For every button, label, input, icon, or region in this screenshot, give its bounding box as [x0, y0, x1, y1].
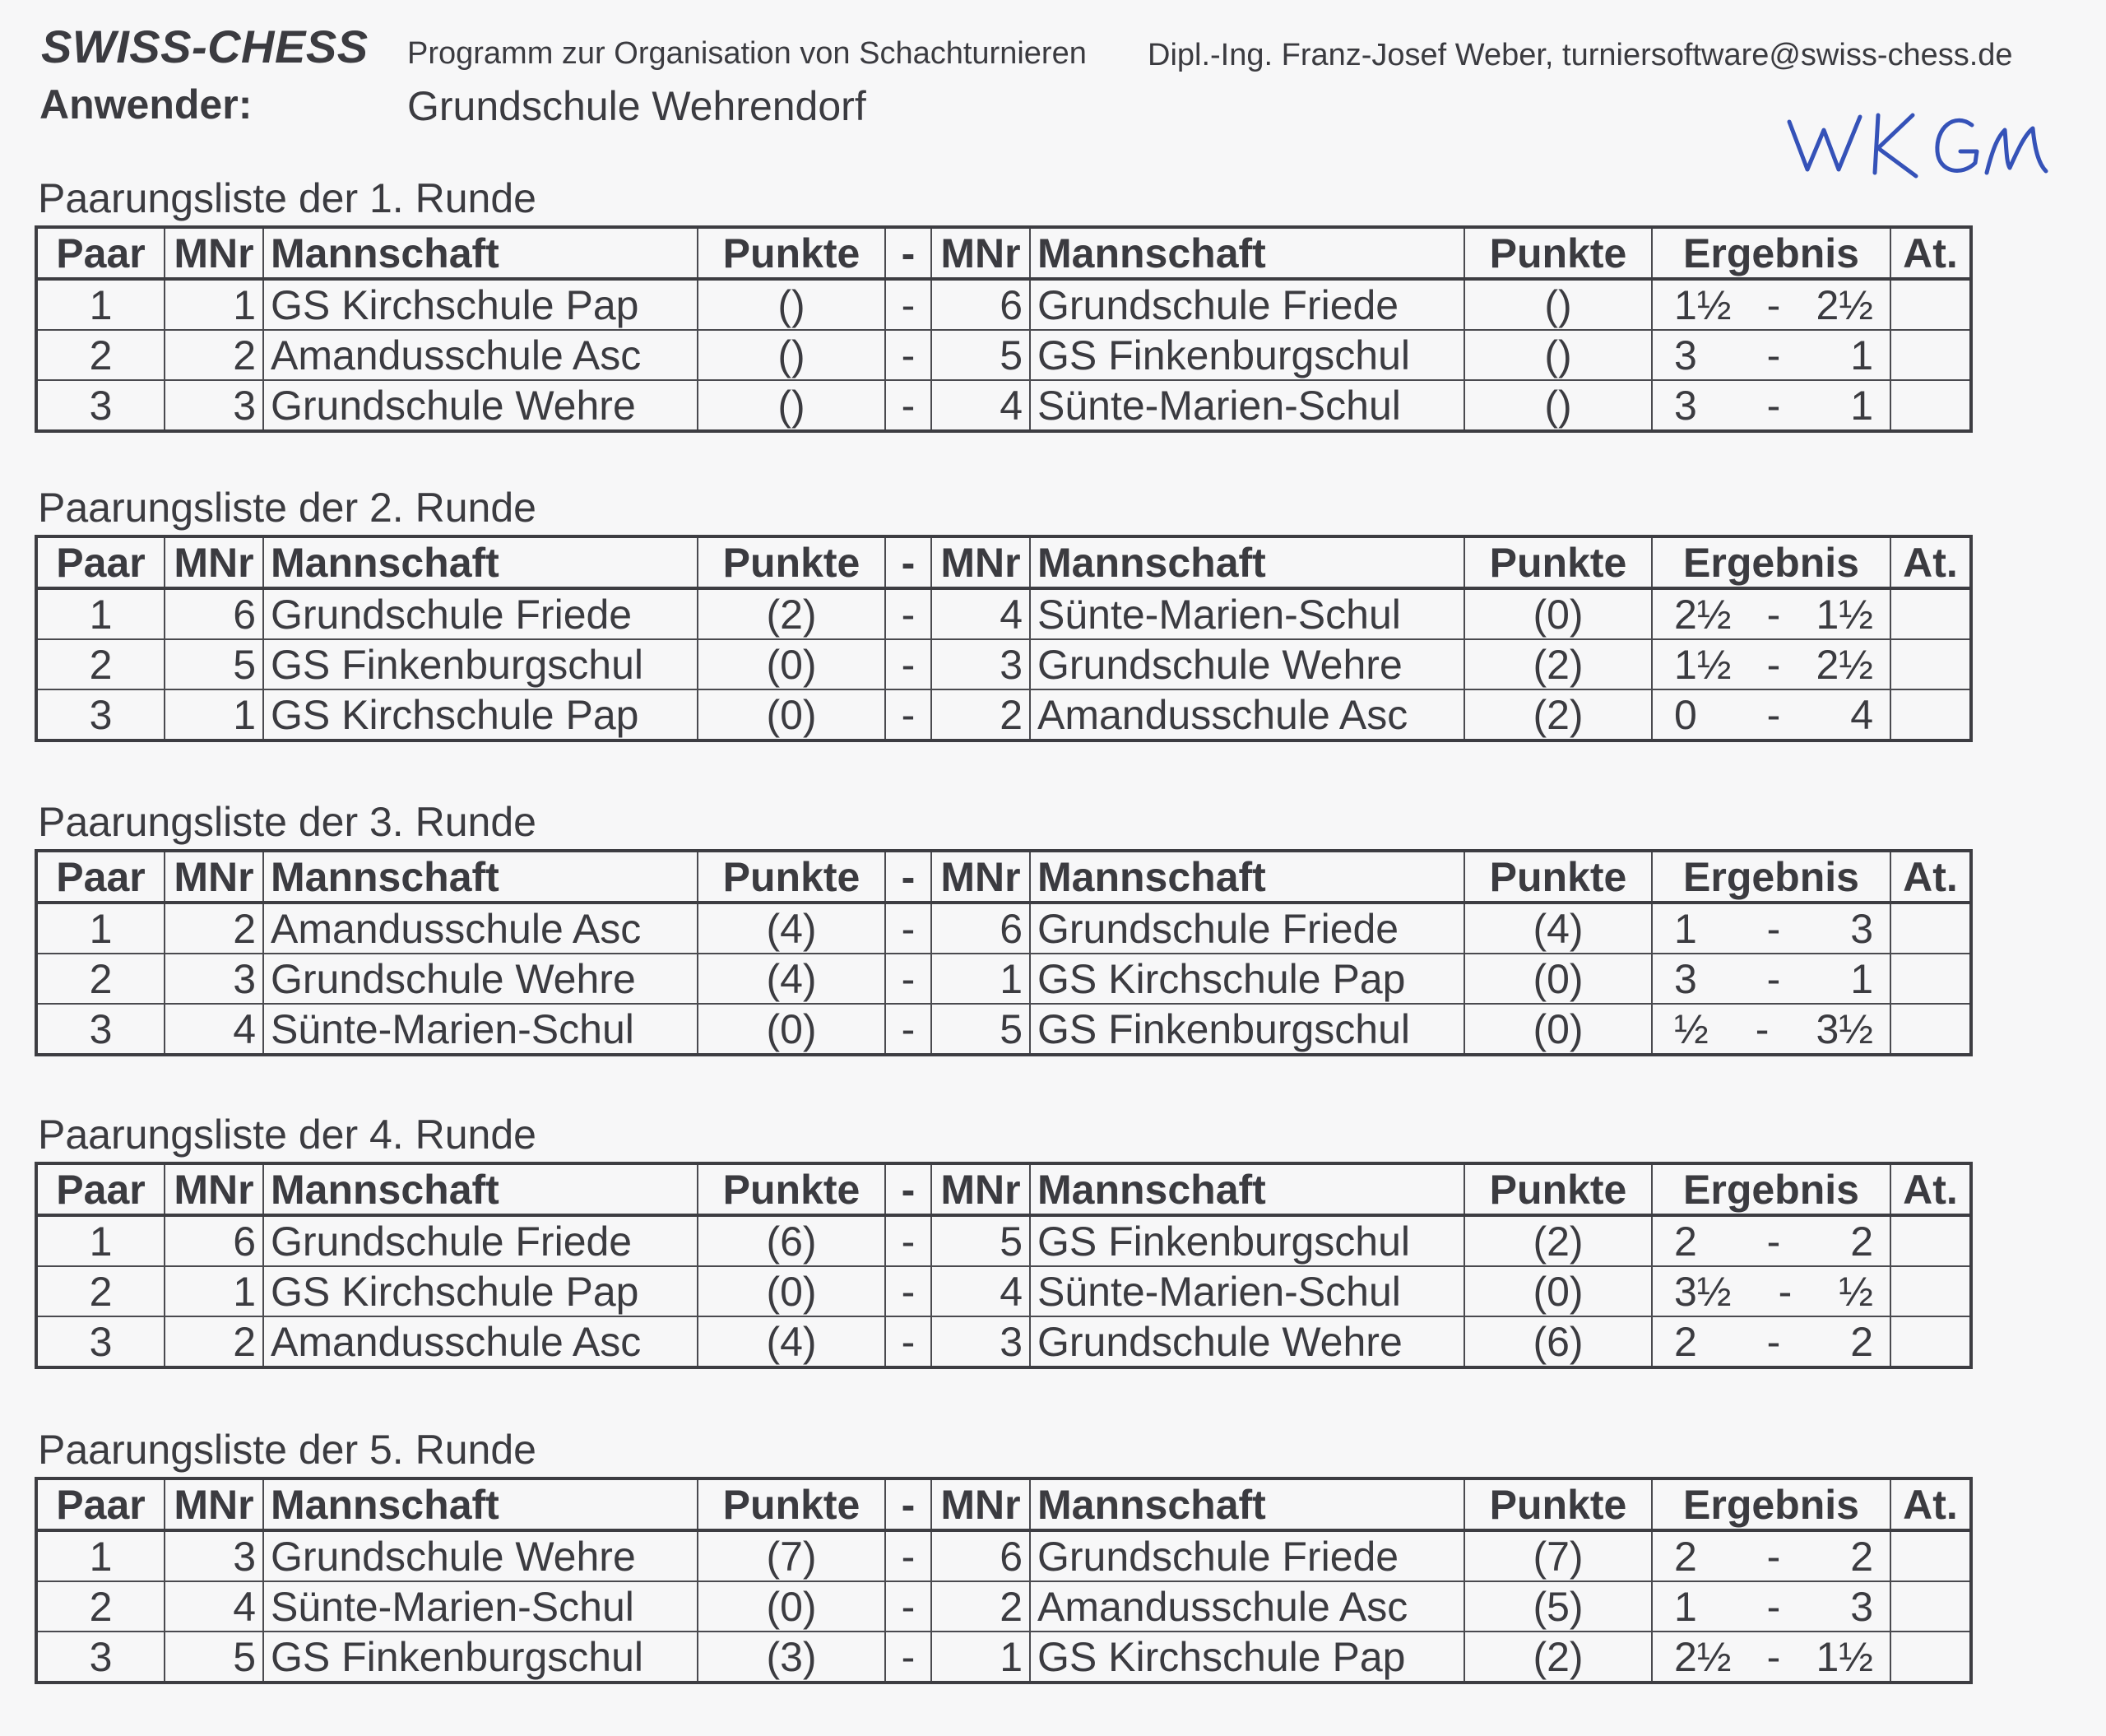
pairing-dash: - — [885, 279, 931, 330]
team-number: 5 — [931, 1215, 1030, 1266]
team-points: () — [698, 279, 885, 330]
table-row — [36, 903, 1971, 954]
result-cell — [1652, 380, 1890, 431]
header-dash: - — [885, 1163, 931, 1215]
team-number: 3 — [931, 1316, 1030, 1367]
result-home: 1½ — [1674, 641, 1732, 688]
result-home: 2½ — [1674, 591, 1732, 638]
result-cell — [1652, 279, 1890, 330]
team-number: 3 — [165, 1530, 263, 1581]
attribute-cell — [1890, 1530, 1971, 1581]
team-points: (2) — [1464, 689, 1652, 740]
pair-number: 1 — [36, 1530, 165, 1581]
result-separator: - — [1766, 955, 1781, 1002]
result-cell — [1652, 1632, 1890, 1683]
team-points: (3) — [698, 1632, 885, 1683]
team-name: Grundschule Friede — [1030, 903, 1464, 954]
team-name: Grundschule Friede — [1030, 1530, 1464, 1581]
result-cell — [1652, 1215, 1890, 1266]
header-punkte: Punkte — [1464, 851, 1652, 903]
result-separator: - — [1766, 382, 1781, 429]
header-mannschaft: Mannschaft — [263, 227, 698, 279]
team-points: (6) — [698, 1215, 885, 1266]
team-name: GS Finkenburgschul — [1030, 1215, 1464, 1266]
table-header-row — [36, 536, 1971, 588]
team-name: GS Kirchschule Pap — [263, 279, 698, 330]
team-points: (0) — [698, 689, 885, 740]
table-header-row — [36, 1163, 1971, 1215]
logo: SWISS-CHESS — [41, 21, 369, 72]
team-name: GS Finkenburgschul — [263, 1632, 698, 1683]
team-name: Sünte-Marien-Schul — [1030, 588, 1464, 639]
pairing-dash: - — [885, 380, 931, 431]
team-name: Amandusschule Asc — [263, 1316, 698, 1367]
header-mnr: MNr — [165, 1478, 263, 1530]
result-away: 2½ — [1816, 281, 1873, 328]
header-mannschaft: Mannschaft — [263, 1478, 698, 1530]
team-number: 2 — [931, 1581, 1030, 1632]
team-number: 5 — [931, 330, 1030, 380]
header-mannschaft: Mannschaft — [263, 536, 698, 588]
attribute-cell — [1890, 1632, 1971, 1683]
team-number: 4 — [931, 1266, 1030, 1316]
team-name: Grundschule Wehre — [1030, 1316, 1464, 1367]
pair-number: 1 — [36, 1215, 165, 1266]
result-away: ½ — [1839, 1268, 1873, 1315]
team-number: 3 — [165, 380, 263, 431]
team-name: GS Kirchschule Pap — [1030, 954, 1464, 1004]
table-row — [36, 639, 1971, 689]
team-number: 5 — [165, 639, 263, 689]
result-home: 2 — [1674, 1318, 1697, 1365]
team-points: (2) — [1464, 639, 1652, 689]
result-away: 3 — [1850, 1583, 1873, 1630]
pair-number: 1 — [36, 279, 165, 330]
team-points: (0) — [1464, 954, 1652, 1004]
header-mnr: MNr — [165, 536, 263, 588]
team-name: Grundschule Wehre — [263, 1530, 698, 1581]
team-points: () — [1464, 279, 1652, 330]
attribute-cell — [1890, 330, 1971, 380]
header-mnr: MNr — [931, 536, 1030, 588]
result-home: ½ — [1674, 1005, 1709, 1052]
table-header-row — [36, 851, 1971, 903]
attribute-cell — [1890, 1316, 1971, 1367]
result-cell — [1652, 1004, 1890, 1055]
team-points: (7) — [1464, 1530, 1652, 1581]
attribute-cell — [1890, 903, 1971, 954]
header-ergebnis: Ergebnis — [1652, 1163, 1890, 1215]
pairing-dash: - — [885, 1004, 931, 1055]
pairing-dash: - — [885, 1215, 931, 1266]
result-home: 3 — [1674, 382, 1697, 429]
team-number: 1 — [931, 1632, 1030, 1683]
team-points: (2) — [1464, 1215, 1652, 1266]
table-header-row — [36, 1478, 1971, 1530]
team-name: GS Kirchschule Pap — [1030, 1632, 1464, 1683]
result-cell — [1652, 588, 1890, 639]
header-punkte: Punkte — [1464, 1163, 1652, 1215]
pair-number: 3 — [36, 689, 165, 740]
team-number: 3 — [931, 639, 1030, 689]
team-number: 4 — [165, 1004, 263, 1055]
handwritten-note — [1781, 97, 2061, 188]
header-paar: Paar — [36, 1163, 165, 1215]
header-mnr: MNr — [931, 851, 1030, 903]
result-cell — [1652, 903, 1890, 954]
team-number: 6 — [165, 588, 263, 639]
result-away: 2½ — [1816, 641, 1873, 688]
header-paar: Paar — [36, 851, 165, 903]
header-punkte: Punkte — [1464, 536, 1652, 588]
team-name: Grundschule Friede — [263, 1215, 698, 1266]
team-points: () — [1464, 330, 1652, 380]
header-punkte: Punkte — [698, 1163, 885, 1215]
pair-number: 1 — [36, 903, 165, 954]
result-separator: - — [1778, 1268, 1793, 1315]
table-row — [36, 954, 1971, 1004]
team-name: Sünte-Marien-Schul — [263, 1581, 698, 1632]
table-row — [36, 1266, 1971, 1316]
header-mnr: MNr — [165, 1163, 263, 1215]
team-points: (4) — [1464, 903, 1652, 954]
table-row — [36, 1004, 1971, 1055]
team-points: () — [698, 380, 885, 431]
team-points: (7) — [698, 1530, 885, 1581]
team-number: 2 — [165, 1316, 263, 1367]
team-points: () — [698, 330, 885, 380]
result-home: 0 — [1674, 691, 1697, 738]
team-points: (0) — [698, 1004, 885, 1055]
round-title: Paarungsliste der 2. Runde — [38, 485, 536, 531]
pair-number: 2 — [36, 330, 165, 380]
attribute-cell — [1890, 954, 1971, 1004]
result-home: 3 — [1674, 955, 1697, 1002]
header-at: At. — [1890, 536, 1971, 588]
result-away: 1 — [1850, 382, 1873, 429]
table-row — [36, 380, 1971, 431]
header-punkte: Punkte — [698, 851, 885, 903]
program-tagline: Programm zur Organisation von Schachturnieren — [407, 36, 1087, 71]
pairing-dash: - — [885, 1316, 931, 1367]
header-mannschaft: Mannschaft — [1030, 1163, 1464, 1215]
result-home: 3½ — [1674, 1268, 1732, 1315]
pairing-dash: - — [885, 903, 931, 954]
team-name: Grundschule Wehre — [1030, 639, 1464, 689]
team-points: (0) — [1464, 1266, 1652, 1316]
team-points: (5) — [1464, 1581, 1652, 1632]
table-row — [36, 279, 1971, 330]
result-away: 3½ — [1816, 1005, 1873, 1052]
team-name: Sünte-Marien-Schul — [1030, 380, 1464, 431]
team-name: Grundschule Friede — [1030, 279, 1464, 330]
result-home: 2 — [1674, 1533, 1697, 1580]
header-punkte: Punkte — [1464, 1478, 1652, 1530]
pair-number: 2 — [36, 1266, 165, 1316]
header-ergebnis: Ergebnis — [1652, 227, 1890, 279]
result-separator: - — [1766, 641, 1781, 688]
result-home: 1 — [1674, 905, 1697, 952]
header-at: At. — [1890, 1163, 1971, 1215]
team-number: 5 — [165, 1632, 263, 1683]
team-number: 1 — [165, 279, 263, 330]
result-cell — [1652, 1316, 1890, 1367]
team-name: Sünte-Marien-Schul — [263, 1004, 698, 1055]
team-points: (0) — [1464, 1004, 1652, 1055]
team-name: Grundschule Friede — [263, 588, 698, 639]
result-cell — [1652, 1266, 1890, 1316]
attribute-cell — [1890, 639, 1971, 689]
header-dash: - — [885, 851, 931, 903]
header-mannschaft: Mannschaft — [1030, 536, 1464, 588]
table-row — [36, 689, 1971, 740]
pair-number: 1 — [36, 588, 165, 639]
team-name: GS Kirchschule Pap — [263, 1266, 698, 1316]
team-number: 4 — [931, 380, 1030, 431]
result-cell — [1652, 1530, 1890, 1581]
team-points: (0) — [1464, 588, 1652, 639]
pairing-table — [35, 1477, 1973, 1684]
attribute-cell — [1890, 279, 1971, 330]
pairing-dash: - — [885, 1632, 931, 1683]
header-mnr: MNr — [165, 851, 263, 903]
team-name: Grundschule Wehre — [263, 380, 698, 431]
result-separator: - — [1766, 1218, 1781, 1265]
team-number: 6 — [931, 903, 1030, 954]
attribute-cell — [1890, 1215, 1971, 1266]
header-dash: - — [885, 536, 931, 588]
team-points: (0) — [698, 1581, 885, 1632]
result-away: 3 — [1850, 905, 1873, 952]
result-separator: - — [1766, 691, 1781, 738]
table-row — [36, 1530, 1971, 1581]
table-row — [36, 1581, 1971, 1632]
result-cell — [1652, 689, 1890, 740]
header-mannschaft: Mannschaft — [1030, 1478, 1464, 1530]
result-cell — [1652, 330, 1890, 380]
team-number: 6 — [165, 1215, 263, 1266]
attribute-cell — [1890, 588, 1971, 639]
header-mannschaft: Mannschaft — [263, 1163, 698, 1215]
result-cell — [1652, 639, 1890, 689]
result-separator: - — [1766, 332, 1781, 378]
header-at: At. — [1890, 851, 1971, 903]
team-points: (4) — [698, 903, 885, 954]
team-number: 4 — [165, 1581, 263, 1632]
pair-number: 2 — [36, 1581, 165, 1632]
result-away: 2 — [1850, 1218, 1873, 1265]
round-title: Paarungsliste der 3. Runde — [38, 799, 536, 845]
table-row — [36, 588, 1971, 639]
team-name: Amandusschule Asc — [263, 903, 698, 954]
attribute-cell — [1890, 380, 1971, 431]
pairing-table — [35, 225, 1973, 433]
team-number: 1 — [165, 1266, 263, 1316]
pairing-dash: - — [885, 330, 931, 380]
header-paar: Paar — [36, 227, 165, 279]
result-home: 1½ — [1674, 281, 1732, 328]
attribute-cell — [1890, 689, 1971, 740]
pairing-dash: - — [885, 1581, 931, 1632]
result-cell — [1652, 1581, 1890, 1632]
user-label: Anwender: — [39, 81, 253, 128]
pairing-dash: - — [885, 1266, 931, 1316]
team-name: Amandusschule Asc — [263, 330, 698, 380]
result-away: 4 — [1850, 691, 1873, 738]
result-home: 2 — [1674, 1218, 1697, 1265]
header-punkte: Punkte — [698, 536, 885, 588]
team-number: 5 — [931, 1004, 1030, 1055]
result-separator: - — [1766, 905, 1781, 952]
team-name: GS Kirchschule Pap — [263, 689, 698, 740]
result-away: 1 — [1850, 332, 1873, 378]
result-separator: - — [1766, 1633, 1781, 1680]
team-name: GS Finkenburgschul — [1030, 1004, 1464, 1055]
pairing-dash: - — [885, 639, 931, 689]
header-mnr: MNr — [931, 1478, 1030, 1530]
team-name: Amandusschule Asc — [1030, 689, 1464, 740]
pairing-table — [35, 535, 1973, 742]
pair-number: 3 — [36, 1004, 165, 1055]
team-points: (2) — [1464, 1632, 1652, 1683]
result-separator: - — [1766, 591, 1781, 638]
team-points: (0) — [698, 1266, 885, 1316]
header-punkte: Punkte — [698, 1478, 885, 1530]
team-name: Amandusschule Asc — [1030, 1581, 1464, 1632]
header-mnr: MNr — [165, 227, 263, 279]
team-name: Grundschule Wehre — [263, 954, 698, 1004]
pairing-table — [35, 1162, 1973, 1369]
result-away: 2 — [1850, 1318, 1873, 1365]
header-paar: Paar — [36, 1478, 165, 1530]
round-title: Paarungsliste der 4. Runde — [38, 1112, 536, 1158]
result-separator: - — [1766, 1318, 1781, 1365]
table-header-row — [36, 227, 1971, 279]
attribute-cell — [1890, 1581, 1971, 1632]
team-points: () — [1464, 380, 1652, 431]
table-row — [36, 1316, 1971, 1367]
header-ergebnis: Ergebnis — [1652, 1478, 1890, 1530]
result-away: 1½ — [1816, 1633, 1873, 1680]
header-mnr: MNr — [931, 227, 1030, 279]
attribute-cell — [1890, 1266, 1971, 1316]
header-mannschaft: Mannschaft — [1030, 227, 1464, 279]
pair-number: 2 — [36, 639, 165, 689]
team-number: 3 — [165, 954, 263, 1004]
team-name: Sünte-Marien-Schul — [1030, 1266, 1464, 1316]
header-paar: Paar — [36, 536, 165, 588]
header-dash: - — [885, 1478, 931, 1530]
table-row — [36, 330, 1971, 380]
team-points: (2) — [698, 588, 885, 639]
table-row — [36, 1215, 1971, 1266]
table-row — [36, 1632, 1971, 1683]
pair-number: 2 — [36, 954, 165, 1004]
header-punkte: Punkte — [698, 227, 885, 279]
team-points: (4) — [698, 1316, 885, 1367]
pair-number: 3 — [36, 1632, 165, 1683]
result-home: 3 — [1674, 332, 1697, 378]
header-dash: - — [885, 227, 931, 279]
header-mannschaft: Mannschaft — [263, 851, 698, 903]
pairing-dash: - — [885, 689, 931, 740]
team-points: (4) — [698, 954, 885, 1004]
team-points: (6) — [1464, 1316, 1652, 1367]
pairing-dash: - — [885, 588, 931, 639]
result-separator: - — [1766, 1533, 1781, 1580]
round-title: Paarungsliste der 5. Runde — [38, 1427, 536, 1473]
team-number: 4 — [931, 588, 1030, 639]
header-ergebnis: Ergebnis — [1652, 536, 1890, 588]
team-number: 6 — [931, 279, 1030, 330]
result-separator: - — [1755, 1005, 1770, 1052]
team-number: 1 — [931, 954, 1030, 1004]
header-punkte: Punkte — [1464, 227, 1652, 279]
pair-number: 3 — [36, 380, 165, 431]
pair-number: 3 — [36, 1316, 165, 1367]
team-number: 2 — [165, 330, 263, 380]
round-title: Paarungsliste der 1. Runde — [38, 175, 536, 221]
header-mannschaft: Mannschaft — [1030, 851, 1464, 903]
result-away: 1 — [1850, 955, 1873, 1002]
result-away: 1½ — [1816, 591, 1873, 638]
header-ergebnis: Ergebnis — [1652, 851, 1890, 903]
team-number: 6 — [931, 1530, 1030, 1581]
team-name: GS Finkenburgschul — [1030, 330, 1464, 380]
result-separator: - — [1766, 1583, 1781, 1630]
header-at: At. — [1890, 1478, 1971, 1530]
header-at: At. — [1890, 227, 1971, 279]
team-name: GS Finkenburgschul — [263, 639, 698, 689]
header-mnr: MNr — [931, 1163, 1030, 1215]
result-away: 2 — [1850, 1533, 1873, 1580]
pairing-table — [35, 849, 1973, 1056]
attribute-cell — [1890, 1004, 1971, 1055]
result-home: 1 — [1674, 1583, 1697, 1630]
pairing-dash: - — [885, 954, 931, 1004]
team-number: 1 — [165, 689, 263, 740]
team-number: 2 — [931, 689, 1030, 740]
result-separator: - — [1766, 281, 1781, 328]
team-points: (0) — [698, 639, 885, 689]
team-number: 2 — [165, 903, 263, 954]
author-info: Dipl.-Ing. Franz-Josef Weber, turniersoftware@swiss-chess.de — [1148, 38, 2013, 72]
result-home: 2½ — [1674, 1633, 1732, 1680]
result-cell — [1652, 954, 1890, 1004]
user-value: Grundschule Wehrendorf — [407, 83, 866, 129]
pairing-dash: - — [885, 1530, 931, 1581]
